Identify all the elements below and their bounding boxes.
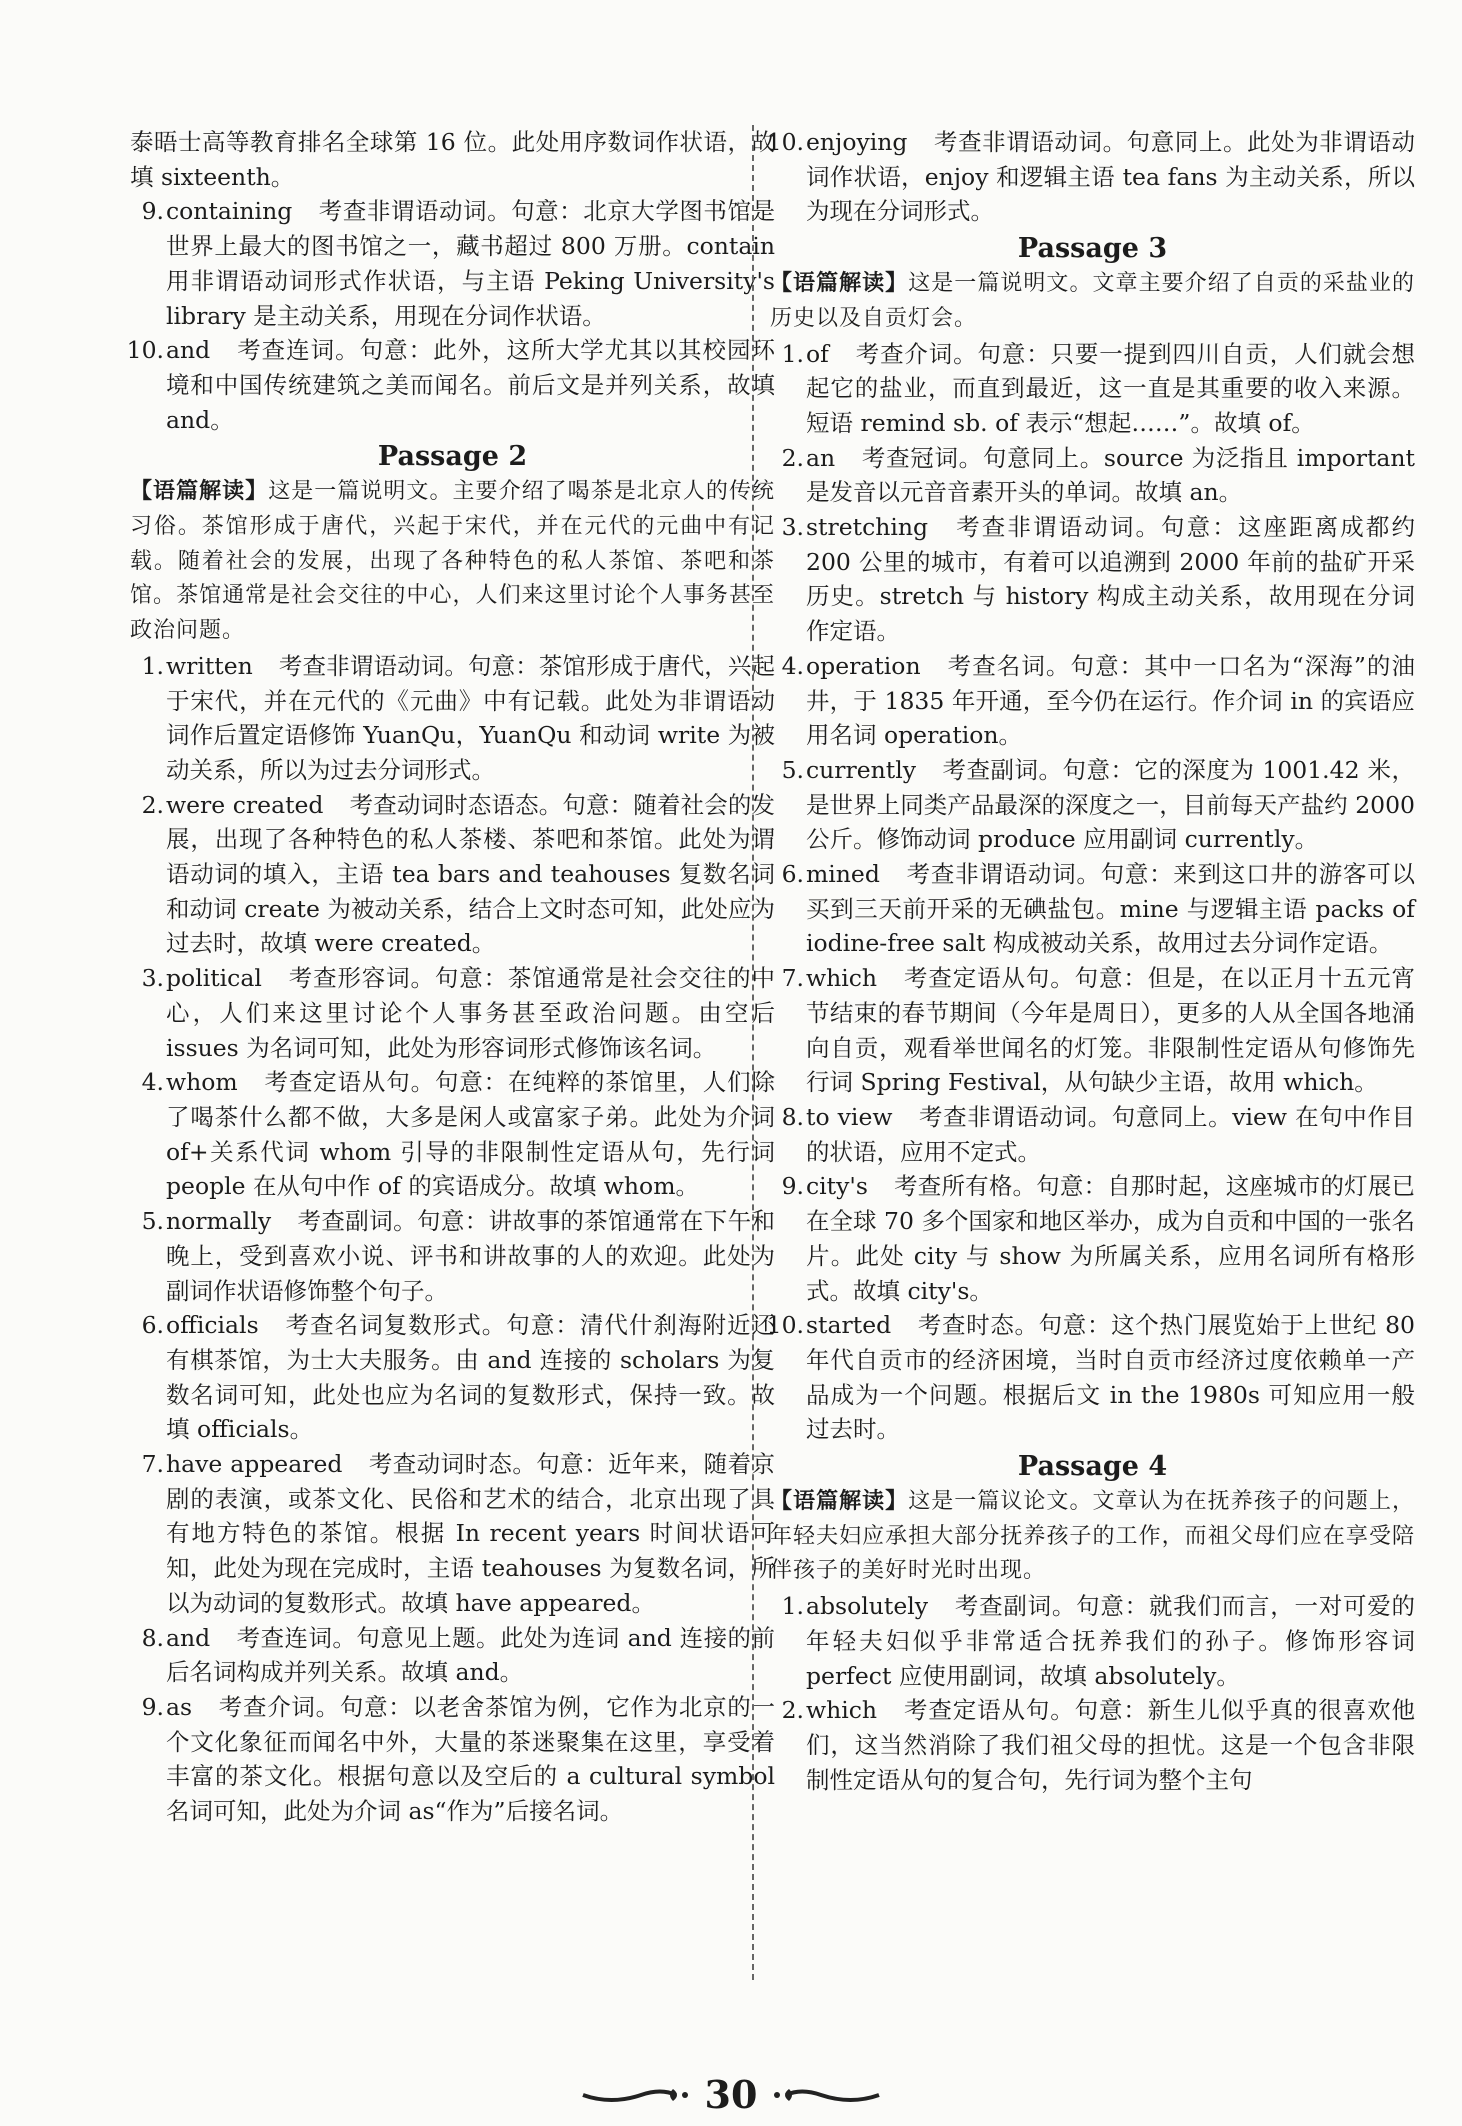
answer-item bbox=[770, 649, 1415, 753]
item-number: 9. bbox=[141, 197, 164, 226]
answer-item bbox=[130, 788, 775, 962]
item-answer: as bbox=[166, 1692, 193, 1721]
item-explanation: 考查连词。句意：此外，这所大学尤其以其校园环境和中国传统建筑之美而闻名。前后文是并列关系，故填 and。 bbox=[166, 336, 775, 434]
item-number: 10. bbox=[766, 128, 804, 156]
answer-item bbox=[770, 441, 1415, 510]
item-answer: an bbox=[806, 443, 836, 472]
page-number: 30 bbox=[704, 2072, 758, 2117]
item-answer: political bbox=[166, 964, 262, 993]
item-number: 2. bbox=[141, 790, 164, 819]
answer-item bbox=[130, 1690, 775, 1829]
item-number: 1. bbox=[781, 1592, 804, 1621]
item-number: 7. bbox=[141, 1450, 164, 1479]
item-number: 3. bbox=[141, 964, 164, 993]
item-explanation: 考查介词。句意：以老舍茶馆为例，它作为北京的一个文化象征而闻名中外，大量的茶迷聚集在这里，享受着丰富的茶文化。根据句意以及空后的 a cultural symbol 名词可知，此处为介词 as“作为”后接名词。 bbox=[166, 1692, 775, 1826]
passage2-items bbox=[130, 649, 775, 1829]
item-explanation: 考查介词。句意：只要一提到四川自贡，人们就会想起它的盐业，而直到最近，这一直是其重要的收入来源。短语 remind sb. of 表示“想起……”。故填 of。 bbox=[806, 339, 1415, 437]
passage4-title: Passage 4 bbox=[1017, 1451, 1168, 1483]
item-explanation: 考查非谓语动词。句意同上。view 在句中作目的状语，应用不定式。 bbox=[806, 1102, 1415, 1166]
answer-item bbox=[766, 125, 1415, 229]
answer-item bbox=[130, 194, 775, 333]
item-explanation: 考查非谓语动词。句意：来到这口井的游客可以买到三天前开采的无碘盐包。mine 与逻辑主语 packs of iodine-free salt 构成被动关系，故用过去分词作定语。 bbox=[806, 860, 1415, 958]
item-explanation: 考查定语从句。句意：但是，在以正月十五元宵节结束的春节期间（今年是周日），更多的人从全国各地涌向自贡，观看举世闻名的灯笼。非限制性定语从句修饰先行词 Spring Festival，从句缺少主语，故用 which。 bbox=[806, 964, 1415, 1097]
answer-item bbox=[130, 1621, 775, 1690]
item-answer: have appeared bbox=[166, 1450, 343, 1479]
item-number: 8. bbox=[781, 1102, 804, 1131]
answer-item bbox=[770, 1693, 1415, 1797]
answer-item bbox=[130, 961, 775, 1065]
item-answer: containing bbox=[166, 197, 293, 226]
item-answer: mined bbox=[806, 860, 880, 889]
item-number: 1. bbox=[141, 651, 164, 680]
intro-tag: 【语篇解读】 bbox=[770, 271, 909, 297]
item-explanation: 考查形容词。句意：茶馆通常是社会交往的中心，人们来这里讨论个人事务甚至政治问题。由空后 issues 为名词可知，此处为形容词形式修饰该名词。 bbox=[166, 964, 775, 1062]
item-number: 3. bbox=[781, 513, 804, 542]
passage3-items bbox=[766, 337, 1415, 1448]
item-explanation: 考查时态。句意：这个热门展览始于上世纪 80 年代自贡市的经济困境，当时自贡市经济过度依赖单一产品成为一个问题。根据后文 in the 1980s 可知应用一般过去时。 bbox=[806, 1311, 1415, 1444]
passage1-items bbox=[126, 194, 775, 437]
answer-item bbox=[770, 753, 1415, 857]
item-number: 9. bbox=[141, 1692, 164, 1721]
item-number: 8. bbox=[141, 1623, 164, 1652]
item-number: 7. bbox=[781, 964, 804, 993]
item-answer: city's bbox=[806, 1172, 868, 1201]
answer-item bbox=[130, 1447, 775, 1621]
item-explanation: 考查连词。句意见上题。此处为连词 and 连接的前后名词构成并列关系。故填 and。 bbox=[166, 1623, 775, 1687]
passage3-title: Passage 3 bbox=[1017, 233, 1168, 265]
item-number: 5. bbox=[141, 1207, 164, 1236]
continued-text: 泰晤士高等教育排名全球第 16 位。此处用序数词作状语，故填 sixteenth。 bbox=[130, 128, 775, 191]
item-explanation: 考查副词。句意：就我们而言，一对可爱的年轻夫妇似乎非常适合抚养我们的孙子。修饰形容词 perfect 应使用副词，故填 absolutely。 bbox=[806, 1592, 1415, 1690]
passage2-intro bbox=[130, 475, 775, 649]
right-column bbox=[766, 125, 1415, 1797]
item-number: 1. bbox=[781, 339, 804, 368]
item-explanation: 考查非谓语动词。句意：茶馆形成于唐代，兴起于宋代，并在元代的《元曲》中有记载。此处为非谓语动词作后置定语修饰 YuanQu，YuanQu 和动词 write 为被动关系，所以为过去分词形式。 bbox=[166, 651, 775, 784]
item-number: 2. bbox=[781, 443, 804, 472]
passage4-intro bbox=[770, 1485, 1415, 1589]
item-answer: whom bbox=[166, 1068, 238, 1097]
item-explanation: 考查非谓语动词。句意同上。此处为非谓语动词作状语，enjoy 和逻辑主语 tea fans 为主动关系，所以为现在分词形式。 bbox=[806, 128, 1415, 226]
item-explanation: 考查冠词。句意同上。source 为泛指且 important 是发音以元音音素开头的单词。故填 an。 bbox=[806, 443, 1415, 507]
item-number: 4. bbox=[781, 651, 804, 680]
answer-item bbox=[766, 1308, 1415, 1447]
answer-item bbox=[770, 1100, 1415, 1169]
item-number: 2. bbox=[781, 1696, 804, 1725]
answer-item bbox=[770, 1589, 1415, 1693]
item-number: 10. bbox=[126, 336, 164, 365]
passage4-items bbox=[770, 1589, 1415, 1797]
left-ornament-icon bbox=[581, 2083, 691, 2107]
answer-item bbox=[126, 333, 775, 437]
item-answer: absolutely bbox=[806, 1592, 929, 1621]
item-explanation: 考查副词。句意：它的深度为 1001.42 米，是世界上同类产品最深的深度之一，目前每天产盐约 2000 公斤。修饰动词 produce 应用副词 currently。 bbox=[806, 755, 1415, 854]
item-number: 6. bbox=[141, 1311, 164, 1340]
left-column bbox=[126, 125, 776, 1829]
item-answer: enjoying bbox=[806, 128, 908, 156]
answer-item bbox=[130, 1308, 775, 1447]
passage2-items-continued bbox=[766, 125, 1415, 229]
answer-item bbox=[130, 649, 775, 788]
answer-item bbox=[770, 1169, 1415, 1308]
answer-item bbox=[130, 1065, 775, 1204]
right-ornament-icon bbox=[771, 2083, 881, 2107]
item-answer: of bbox=[806, 339, 829, 368]
item-answer: written bbox=[166, 651, 253, 680]
item-answer: operation bbox=[806, 651, 921, 680]
page-footer bbox=[0, 2070, 1462, 2120]
item-answer: normally bbox=[166, 1207, 272, 1236]
item-number: 6. bbox=[781, 860, 804, 889]
item-explanation: 考查名词复数形式。句意：清代什刹海附近还有棋茶馆，为士大夫服务。由 and 连接的 scholars 为复数名词可知，此处也应为名词的复数形式，保持一致。故填 officials。 bbox=[166, 1311, 775, 1444]
item-explanation: 考查定语从句。句意：在纯粹的茶馆里，人们除了喝茶什么都不做，大多是闲人或富家子弟。此处为介词 of+关系代词 whom 引导的非限制性定语从句，先行词 people 在从句中作 of 的宾语成分。故填 whom。 bbox=[166, 1068, 775, 1201]
intro-tag: 【语篇解读】 bbox=[130, 479, 269, 505]
item-number: 10. bbox=[766, 1311, 804, 1340]
item-answer: which bbox=[806, 1696, 878, 1725]
item-explanation: 考查动词时态。句意：近年来，随着京剧的表演，或茶文化、民俗和艺术的结合，北京出现了具有地方特色的茶馆。根据 In recent years 时间状语可知，此处为现在完成时，主语 teahouses 为复数名词，所以为动词的复数形式。故填 have appeared。 bbox=[166, 1450, 776, 1617]
item-answer: currently bbox=[806, 755, 917, 784]
passage2-title: Passage 2 bbox=[377, 441, 528, 473]
item-answer: and bbox=[166, 336, 211, 365]
intro-text: 这是一篇说明文。主要介绍了喝茶是北京人的传统习俗。茶馆形成于唐代，兴起于宋代，并在元代的元曲中有记载。随着社会的发展，出现了各种特色的私人茶馆、茶吧和茶馆。茶馆通常是社会交往的中心，人们来这里讨论个人事务甚至政治问题。 bbox=[130, 479, 775, 644]
answer-item bbox=[130, 1204, 775, 1308]
item-explanation: 考查所有格。句意：自那时起，这座城市的灯展已在全球 70 多个国家和地区举办，成为自贡和中国的一张名片。此处 city 与 show 为所属关系，应用名词所有格形式。故填 city's。 bbox=[806, 1172, 1415, 1305]
item-number: 9. bbox=[781, 1172, 804, 1201]
passage3-intro bbox=[770, 267, 1415, 336]
answer-item bbox=[770, 857, 1415, 961]
item-answer: and bbox=[166, 1623, 211, 1652]
item-answer: officials bbox=[166, 1311, 259, 1340]
answer-item bbox=[770, 337, 1415, 441]
item-explanation: 考查定语从句。句意：新生儿似乎真的很喜欢他们，这当然消除了我们祖父母的担忧。这是一个包含非限制性定语从句的复合句，先行词为整个主句 bbox=[806, 1696, 1415, 1794]
answer-item bbox=[770, 961, 1415, 1100]
item-explanation: 考查非谓语动词。句意：这座距离成都约 200 公里的城市，有着可以追溯到 2000 年前的盐矿开采历史。stretch 与 history 构成主动关系，故用现在分词作定语。 bbox=[806, 513, 1415, 646]
item-answer: which bbox=[806, 964, 878, 993]
item-answer: were created bbox=[166, 790, 324, 819]
intro-tag: 【语篇解读】 bbox=[770, 1489, 909, 1515]
intro-text: 这是一篇议论文。文章认为在抚养孩子的问题上，年轻夫妇应承担大部分抚养孩子的工作，而祖父母们应在享受陪伴孩子的美好时光时出现。 bbox=[770, 1489, 1415, 1584]
item-number: 4. bbox=[141, 1068, 164, 1097]
item-explanation: 考查副词。句意：讲故事的茶馆通常在下午和晚上，受到喜欢小说、评书和讲故事的人的欢迎。此处为副词作状语修饰整个句子。 bbox=[166, 1207, 775, 1305]
item-answer: stretching bbox=[806, 513, 929, 542]
intro-text: 这是一篇说明文。文章主要介绍了自贡的采盐业的历史以及自贡灯会。 bbox=[770, 271, 1415, 331]
item-explanation: 考查名词。句意：其中一口名为“深海”的油井，于 1835 年开通，至今仍在运行。作介词 in 的宾语应用名词 operation。 bbox=[806, 651, 1415, 750]
item-explanation: 考查动词时态语态。句意：随着社会的发展，出现了各种特色的私人茶楼、茶吧和茶馆。此处为谓语动词的填入，主语 tea bars and teahouses 复数名词和动词 create 为被动关系，结合上文时态可知，此处应为过去时，故填 were created。 bbox=[166, 790, 776, 958]
item-answer: started bbox=[806, 1311, 892, 1340]
answer-item bbox=[770, 510, 1415, 649]
item-number: 5. bbox=[781, 755, 804, 784]
column-divider bbox=[752, 125, 754, 1980]
item-explanation: 考查非谓语动词。句意：北京大学图书馆是世界上最大的图书馆之一，藏书超过 800 万册。contain 用非谓语动词形式作状语，与主语 Peking University's library 是主动关系，用现在分词作状语。 bbox=[166, 197, 775, 330]
item-answer: to view bbox=[806, 1102, 893, 1131]
